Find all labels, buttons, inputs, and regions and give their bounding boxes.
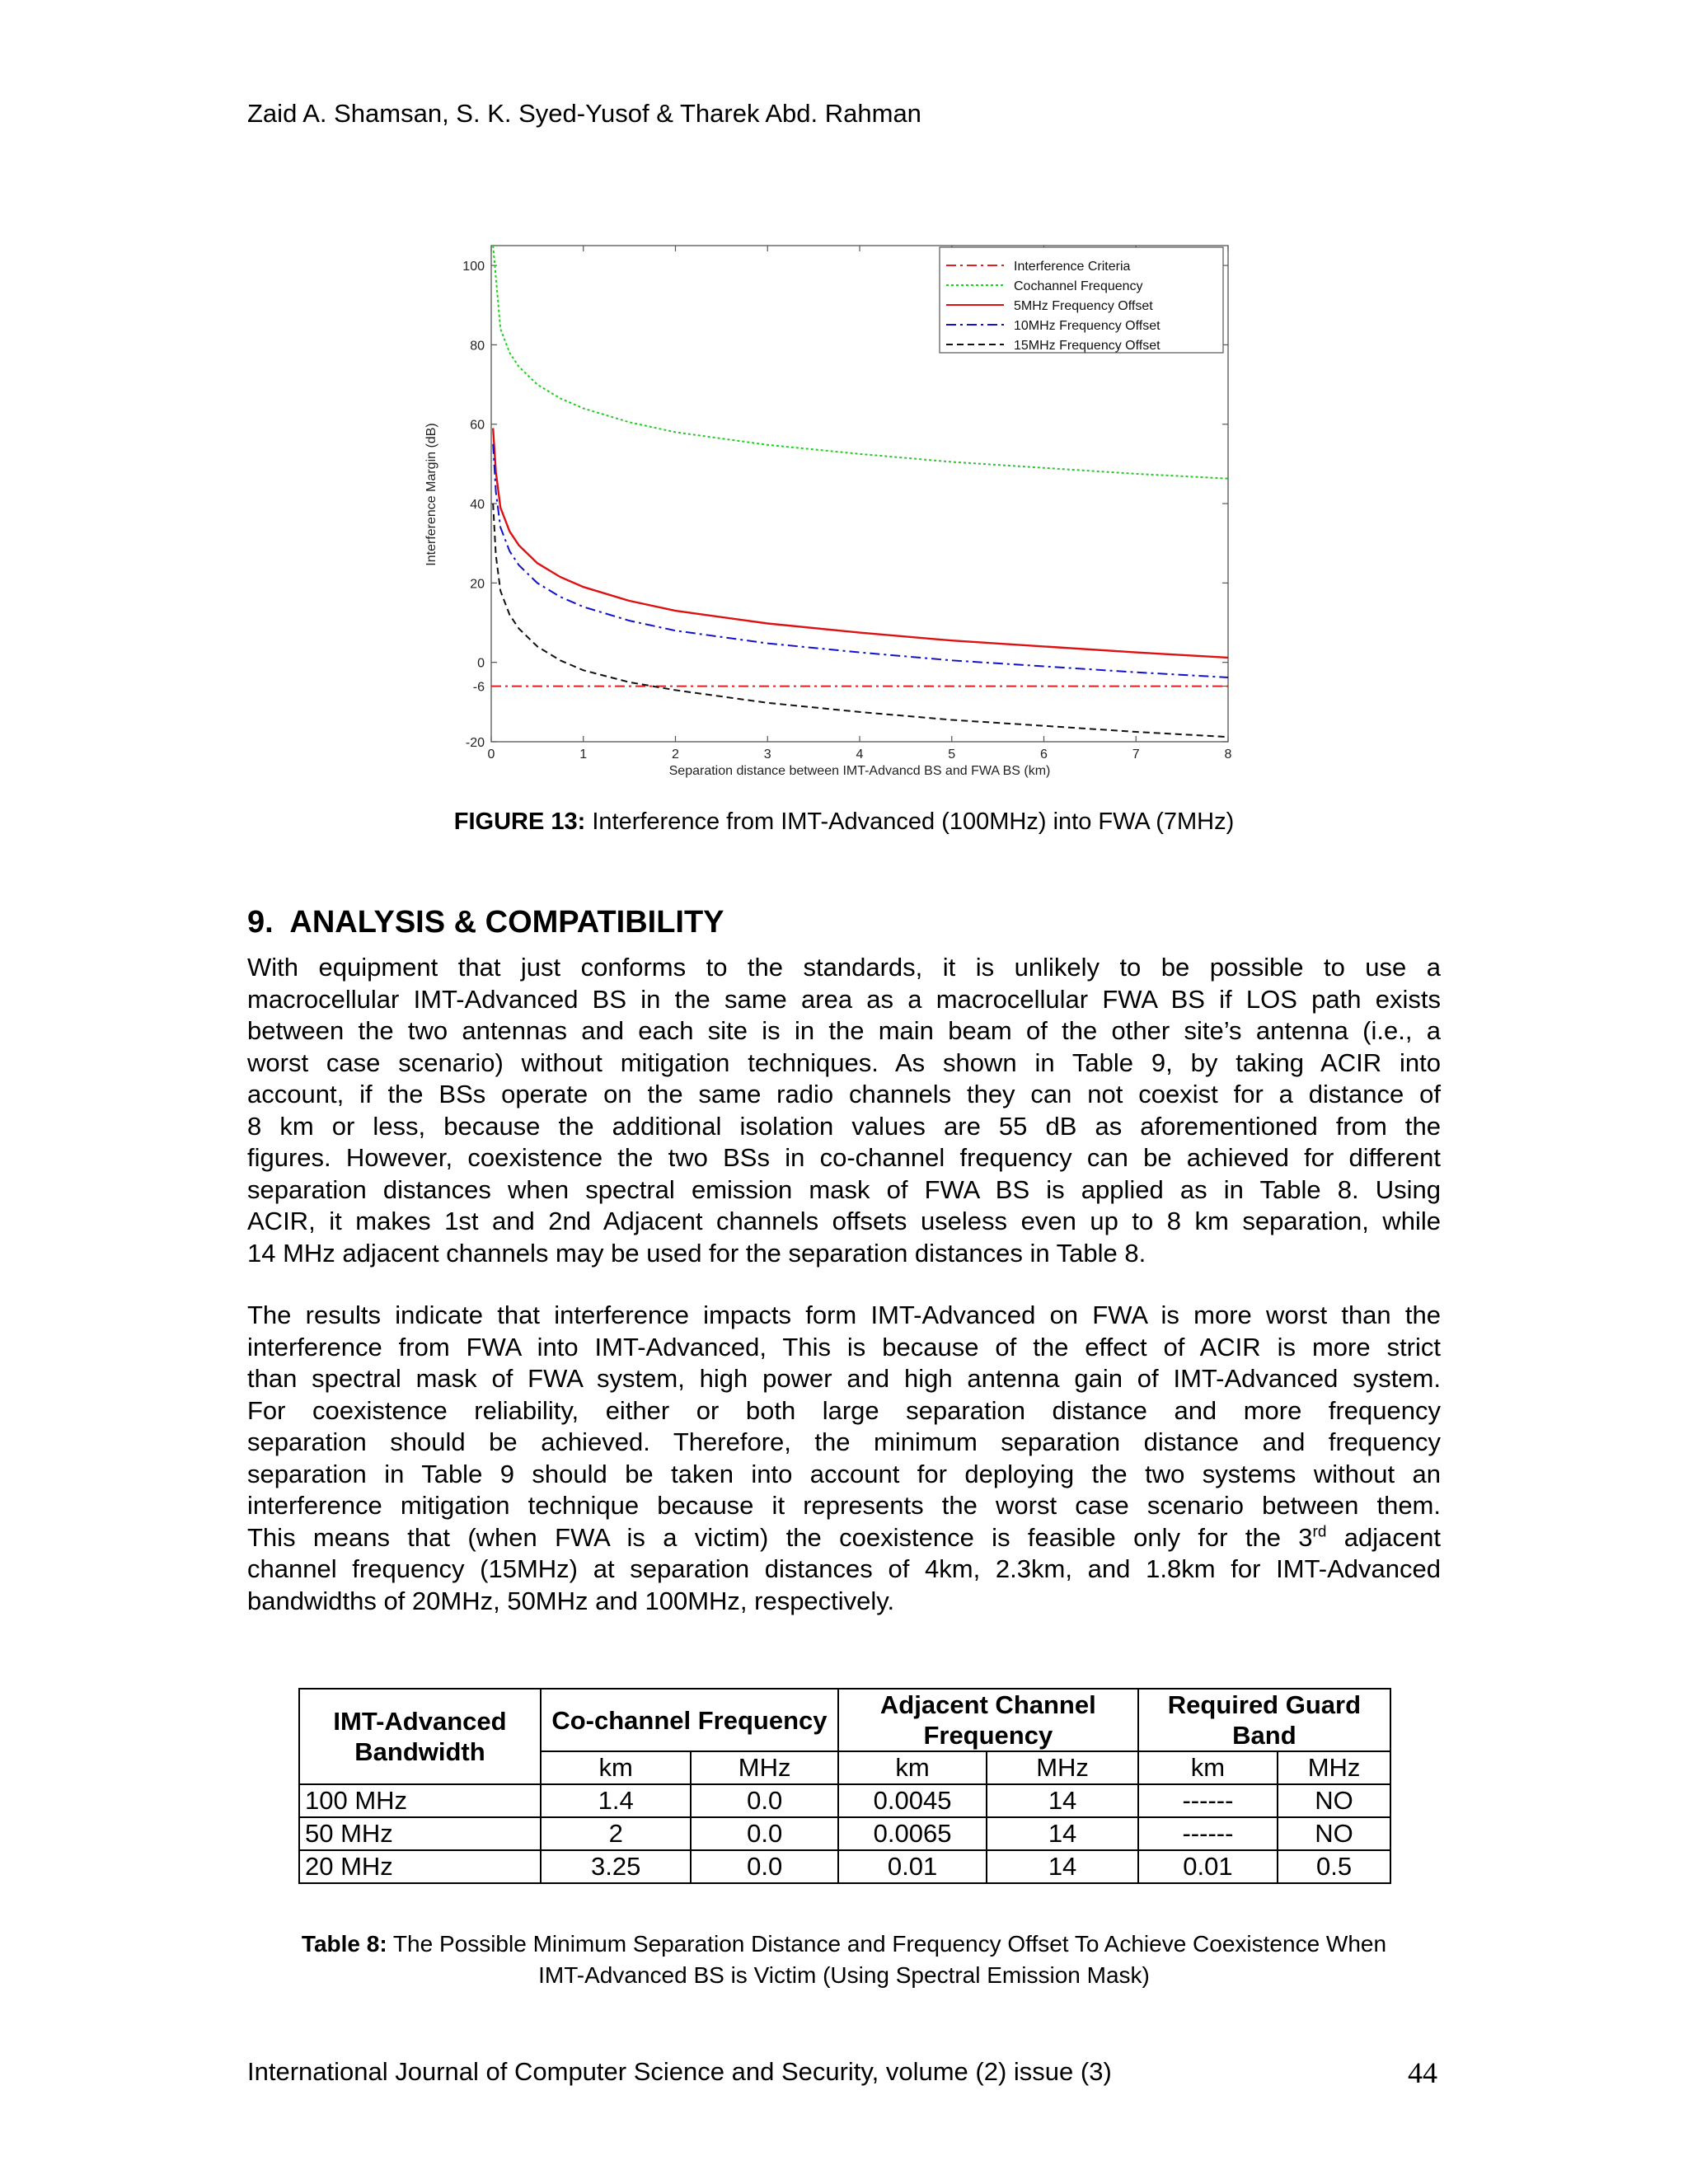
paragraph-analysis [247, 952, 1441, 1269]
table-cell: ------ [1138, 1784, 1278, 1817]
table-cell: 20 MHz [299, 1850, 541, 1883]
figure-13 [412, 223, 1269, 791]
table-cell: 0.0 [691, 1784, 837, 1817]
text-line: separation distances when spectral emission mask of FWA BS is applied as in Table 8. Using [247, 1174, 1441, 1204]
text-line: than spectral mask of FWA system, high power and high antenna gain of IMT-Advanced system. [247, 1364, 1441, 1393]
journal-footer: International Journal of Computer Science and Security, volume (2) issue (3) [247, 2057, 1112, 2086]
x-tick-label: 7 [1132, 748, 1140, 762]
unit-cell: km [541, 1751, 691, 1784]
series-line [493, 429, 1228, 658]
table-row [299, 1817, 1390, 1850]
header-bandwidth: IMT-Advanced Bandwidth [299, 1689, 541, 1784]
y-tick-label: -20 [465, 736, 485, 750]
table-caption-line [0, 1929, 1688, 1960]
table-cell: 0.01 [1138, 1850, 1278, 1883]
table-caption-text: The Possible Minimum Separation Distance and Frequency Offset To Achieve Coexistence When [387, 1931, 1387, 1957]
text-line-pre: This means that (when FWA is a victim) the coexistence is feasible only for the 3 [247, 1522, 1313, 1552]
y-tick-label: 40 [470, 498, 485, 513]
text-line: interference mitigation technique because it represents the worst case scenario between them. [247, 1491, 1441, 1520]
table-cell: ------ [1138, 1817, 1278, 1850]
unit-cell: km [1138, 1751, 1278, 1784]
text-line: For coexistence reliability, either or both large separation distance and more frequency [247, 1395, 1441, 1425]
section-number: 9. [247, 905, 274, 940]
table-row [299, 1850, 1390, 1883]
y-axis-label: Interference Margin (dB) [424, 423, 438, 566]
table-cell: 50 MHz [299, 1817, 541, 1850]
table-caption-line: IMT-Advanced BS is Victim (Using Spectral Emission Mask) [538, 1962, 1150, 1988]
table-cell: 0.0045 [838, 1784, 987, 1817]
x-tick-label: 1 [579, 748, 588, 762]
table-caption [0, 1929, 1688, 1991]
x-tick-label: 6 [1040, 748, 1048, 762]
figure-caption-label: FIGURE 13: [453, 808, 586, 835]
figure-caption [0, 808, 1688, 836]
x-axis-label: Separation distance between IMT-Advancd BS and FWA BS (km) [668, 764, 1051, 778]
table-cell: 14 [987, 1850, 1137, 1883]
legend-label: 10MHz Frequency Offset [1014, 319, 1160, 333]
text-line: account, if the BSs operate on the same radio channels they can not coexist for a distance of [247, 1080, 1441, 1108]
y-tick-label: 100 [462, 260, 485, 274]
table-cell: 0.0 [691, 1850, 837, 1883]
text-line: macrocellular IMT-Advanced BS in the same area as a macrocellular FWA BS if LOS path exists [247, 984, 1441, 1014]
text-line [247, 1522, 1441, 1554]
section-title: ANALYSIS & COMPATIBILITY [289, 905, 724, 940]
table-cell: 0.01 [838, 1850, 987, 1883]
y-tick-label: -6 [472, 680, 485, 695]
table-cell: NO [1278, 1817, 1390, 1850]
figure-caption-text: Interference from IMT-Advanced (100MHz) into FWA (7MHz) [585, 808, 1235, 835]
text-line: figures. However, coexistence the two BSs in co-channel frequency can be achieved for different [247, 1143, 1441, 1172]
table-cell: 3.25 [541, 1850, 691, 1883]
series-line [493, 444, 1228, 677]
table-cell: 14 [987, 1784, 1137, 1817]
table-caption-label: Table 8: [301, 1931, 387, 1957]
table-cell: 100 MHz [299, 1784, 541, 1817]
text-line: 8 km or less, because the additional isolation values are 55 dB as aforementioned from the [247, 1111, 1441, 1141]
interference-chart [412, 223, 1269, 791]
unit-cell: MHz [987, 1751, 1137, 1784]
x-tick-label: 5 [948, 748, 956, 762]
legend-label: Interference Criteria [1014, 260, 1131, 274]
table-cell: 1.4 [541, 1784, 691, 1817]
running-header: Zaid A. Shamsan, S. K. Syed-Yusof & Tharek Abd. Rahman [247, 99, 921, 128]
x-tick-label: 4 [856, 748, 864, 762]
text-line: interference from FWA into IMT-Advanced, This is because of the effect of ACIR is more strict [247, 1332, 1441, 1361]
section-heading [247, 905, 724, 940]
table-cell: 0.0065 [838, 1817, 987, 1850]
text-line: bandwidths of 20MHz, 50MHz and 100MHz, respectively. [247, 1586, 895, 1615]
header-guard-band: Required Guard Band [1138, 1689, 1390, 1751]
table-cell: 0.0 [691, 1817, 837, 1850]
page-number: 44 [1408, 2056, 1437, 2089]
table-cell: NO [1278, 1784, 1390, 1817]
text-line: With equipment that just conforms to the standards, it is unlikely to be possible to use a [247, 953, 1441, 982]
paragraph-results [247, 1300, 1441, 1617]
text-line: separation in Table 9 should be taken into account for deploying the two systems without an [247, 1459, 1441, 1488]
y-tick-label: 60 [470, 418, 485, 433]
x-tick-label: 2 [672, 748, 679, 762]
legend-label: 15MHz Frequency Offset [1014, 339, 1160, 353]
text-line: ACIR, it makes 1st and 2nd Adjacent channels offsets useless even up to 8 km separation, while [247, 1207, 1441, 1235]
y-tick-label: 0 [477, 656, 485, 671]
legend-label: 5MHz Frequency Offset [1014, 299, 1153, 313]
table-8 [298, 1688, 1391, 1884]
y-tick-label: 20 [470, 577, 485, 592]
text-line: between the two antennas and each site is in the main beam of the other site’s antenna (i.e., a [247, 1016, 1441, 1045]
text-line: 14 MHz adjacent channels may be used for the separation distances in Table 8. [247, 1238, 1146, 1268]
unit-cell: MHz [1278, 1751, 1390, 1784]
text-line-post: adjacent [1326, 1522, 1441, 1552]
unit-cell: MHz [691, 1751, 837, 1784]
x-tick-label: 3 [763, 748, 771, 762]
table-cell: 14 [987, 1817, 1137, 1850]
x-tick-label: 8 [1224, 748, 1232, 762]
text-line: channel frequency (15MHz) at separation distances of 4km, 2.3km, and 1.8km for IMT-Advanced [247, 1554, 1441, 1583]
table-cell: 2 [541, 1817, 691, 1850]
table-cell: 0.5 [1278, 1850, 1390, 1883]
series-line [493, 504, 1228, 737]
text-line: separation should be achieved. Therefore, the minimum separation distance and frequency [247, 1427, 1441, 1456]
ordinal-superscript: rd [1312, 1523, 1327, 1541]
table-row [299, 1784, 1390, 1817]
text-line: The results indicate that interference impacts form IMT-Advanced on FWA is more worst than the [247, 1301, 1441, 1329]
x-tick-label: 0 [487, 748, 495, 762]
text-line: worst case scenario) without mitigation techniques. As shown in Table 9, by taking ACIR into [247, 1047, 1441, 1077]
unit-cell: km [838, 1751, 987, 1784]
header-adjacent: Adjacent Channel Frequency [838, 1689, 1138, 1751]
y-tick-label: 80 [470, 339, 485, 354]
legend-label: Cochannel Frequency [1014, 279, 1143, 293]
header-cochannel: Co-channel Frequency [541, 1689, 838, 1751]
